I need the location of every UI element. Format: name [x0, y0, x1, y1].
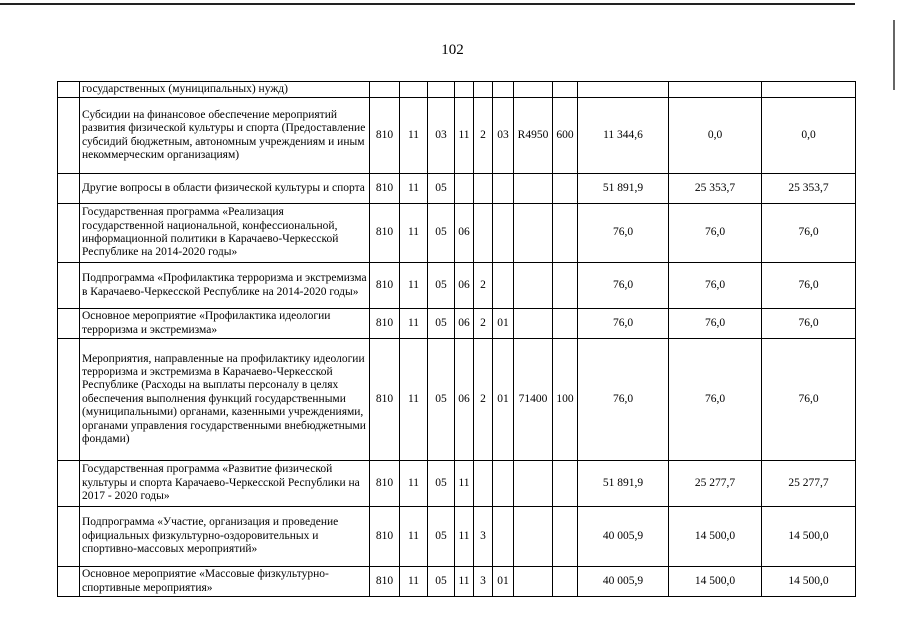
amount-2019: 14 500,0 — [669, 507, 762, 567]
amount-2019: 76,0 — [669, 204, 762, 263]
code-event — [493, 461, 514, 507]
code-subsection: 05 — [428, 174, 455, 204]
code-direction — [514, 309, 553, 339]
amount-2018: 40 005,9 — [578, 507, 669, 567]
table-row — [58, 174, 856, 204]
code-expense-type: 100 — [553, 339, 578, 461]
code-subsection: 03 — [428, 98, 455, 174]
code-ministry: 810 — [370, 263, 400, 309]
amount-2020: 0,0 — [762, 98, 856, 174]
table-row — [58, 507, 856, 567]
row-name: Субсидии на финансовое обеспечение мероприятий развития физической культуры и спорта (Предоставление субсидий бюджетным, автономным учреждениям и иным некоммерческим организациям) — [80, 98, 370, 174]
amount-2019: 14 500,0 — [669, 567, 762, 597]
code-direction — [514, 82, 553, 98]
code-direction: R4950 — [514, 98, 553, 174]
amount-2020 — [762, 82, 856, 98]
code-ministry: 810 — [370, 174, 400, 204]
code-subsection — [428, 82, 455, 98]
row-name: Подпрограмма «Участие, организация и проведение официальных физкультурно-оздоровительных и спортивно-массовых мероприятий» — [80, 507, 370, 567]
amount-2019: 25 277,7 — [669, 461, 762, 507]
amount-2018: 40 005,9 — [578, 567, 669, 597]
code-subprogram: 2 — [474, 263, 493, 309]
amount-2018: 51 891,9 — [578, 174, 669, 204]
code-event: 01 — [493, 309, 514, 339]
table-row — [58, 204, 856, 263]
code-subsection: 05 — [428, 461, 455, 507]
amount-2018: 76,0 — [578, 309, 669, 339]
code-section: 11 — [400, 507, 428, 567]
code-program: 11 — [455, 98, 474, 174]
row-name: Мероприятия, направленные на профилактику идеологии терроризма и экстремизма в Карачаево-Черкесской Республике (Расходы на выплаты персоналу в целях обеспечения выполнения функций государственными (муниципальными) органами, казенными учреждениями, органами управления государственными внебюджетными фондами) — [80, 339, 370, 461]
code-subprogram — [474, 204, 493, 263]
code-direction — [514, 507, 553, 567]
code-event — [493, 263, 514, 309]
code-expense-type — [553, 567, 578, 597]
table-row — [58, 309, 856, 339]
code-subprogram — [474, 174, 493, 204]
amount-2018: 51 891,9 — [578, 461, 669, 507]
amount-2020: 76,0 — [762, 339, 856, 461]
code-event: 03 — [493, 98, 514, 174]
code-program: 06 — [455, 309, 474, 339]
table-row — [58, 567, 856, 597]
code-program: 06 — [455, 263, 474, 309]
amount-2018 — [578, 82, 669, 98]
code-section — [400, 82, 428, 98]
code-expense-type — [553, 263, 578, 309]
code-subsection: 05 — [428, 339, 455, 461]
code-subprogram: 2 — [474, 309, 493, 339]
code-section: 11 — [400, 567, 428, 597]
code-section: 11 — [400, 263, 428, 309]
code-ministry: 810 — [370, 204, 400, 263]
amount-2020: 25 277,7 — [762, 461, 856, 507]
amount-2020: 14 500,0 — [762, 567, 856, 597]
code-program: 11 — [455, 567, 474, 597]
page-number: 102 — [441, 42, 464, 58]
amount-2020: 25 353,7 — [762, 174, 856, 204]
code-event: 01 — [493, 567, 514, 597]
code-subprogram — [474, 461, 493, 507]
code-event — [493, 174, 514, 204]
amount-2019 — [669, 82, 762, 98]
code-expense-type — [553, 461, 578, 507]
row-name: Основное мероприятие «Массовые физкультурно-спортивные мероприятия» — [80, 567, 370, 597]
code-expense-type — [553, 174, 578, 204]
code-ministry: 810 — [370, 567, 400, 597]
table-row — [58, 461, 856, 507]
table-row — [58, 339, 856, 461]
code-subprogram: 3 — [474, 567, 493, 597]
code-section: 11 — [400, 461, 428, 507]
row-name: Основное мероприятие «Профилактика идеологии терроризма и экстремизма» — [80, 309, 370, 339]
code-program — [455, 82, 474, 98]
code-expense-type — [553, 507, 578, 567]
amount-2020: 76,0 — [762, 309, 856, 339]
code-ministry: 810 — [370, 339, 400, 461]
code-program: 06 — [455, 204, 474, 263]
code-subsection: 05 — [428, 507, 455, 567]
amount-2020: 76,0 — [762, 204, 856, 263]
code-event — [493, 507, 514, 567]
code-subsection: 05 — [428, 567, 455, 597]
amount-2019: 76,0 — [669, 263, 762, 309]
row-name: Подпрограмма «Профилактика терроризма и экстремизма в Карачаево-Черкесской Республике на 2014-2020 годы» — [80, 263, 370, 309]
row-name: Государственная программа «Реализация государственной национальной, конфессиональной, информационной политики в Карачаево-Черкесской Республике на 2014-2020 годы» — [80, 204, 370, 263]
code-program: 11 — [455, 507, 474, 567]
table-row — [58, 263, 856, 309]
code-subsection: 05 — [428, 263, 455, 309]
code-section: 11 — [400, 174, 428, 204]
code-subprogram — [474, 82, 493, 98]
code-event — [493, 82, 514, 98]
code-subprogram: 2 — [474, 98, 493, 174]
code-ministry: 810 — [370, 461, 400, 507]
amount-2019: 76,0 — [669, 309, 762, 339]
table-row — [58, 98, 856, 174]
code-section: 11 — [400, 339, 428, 461]
code-ministry: 810 — [370, 507, 400, 567]
code-direction — [514, 174, 553, 204]
top-rule — [0, 3, 855, 5]
code-section: 11 — [400, 98, 428, 174]
row-name: Другие вопросы в области физической культуры и спорта — [80, 174, 370, 204]
code-program — [455, 174, 474, 204]
code-subsection: 05 — [428, 204, 455, 263]
code-program: 11 — [455, 461, 474, 507]
code-subprogram: 2 — [474, 339, 493, 461]
table-body — [58, 82, 856, 597]
code-ministry — [370, 82, 400, 98]
code-direction — [514, 461, 553, 507]
row-name: Государственная программа «Развитие физической культуры и спорта Карачаево-Черкесской Республики на 2017 - 2020 годы» — [80, 461, 370, 507]
budget-table — [57, 81, 856, 597]
amount-2018: 11 344,6 — [578, 98, 669, 174]
code-event: 01 — [493, 339, 514, 461]
code-expense-type — [553, 204, 578, 263]
amount-2019: 76,0 — [669, 339, 762, 461]
amount-2019: 0,0 — [669, 98, 762, 174]
code-section: 11 — [400, 309, 428, 339]
amount-2020: 76,0 — [762, 263, 856, 309]
code-direction — [514, 204, 553, 263]
code-expense-type: 600 — [553, 98, 578, 174]
code-expense-type — [553, 309, 578, 339]
code-direction — [514, 567, 553, 597]
amount-2018: 76,0 — [578, 339, 669, 461]
code-subsection: 05 — [428, 309, 455, 339]
amount-2018: 76,0 — [578, 263, 669, 309]
code-program: 06 — [455, 339, 474, 461]
code-direction: 71400 — [514, 339, 553, 461]
code-direction — [514, 263, 553, 309]
code-event — [493, 204, 514, 263]
code-section: 11 — [400, 204, 428, 263]
amount-2020: 14 500,0 — [762, 507, 856, 567]
amount-2019: 25 353,7 — [669, 174, 762, 204]
amount-2018: 76,0 — [578, 204, 669, 263]
row-name: государственных (муниципальных) нужд) — [80, 82, 370, 98]
code-ministry: 810 — [370, 309, 400, 339]
code-expense-type — [553, 82, 578, 98]
code-ministry: 810 — [370, 98, 400, 174]
code-subprogram: 3 — [474, 507, 493, 567]
table-row — [58, 82, 856, 98]
